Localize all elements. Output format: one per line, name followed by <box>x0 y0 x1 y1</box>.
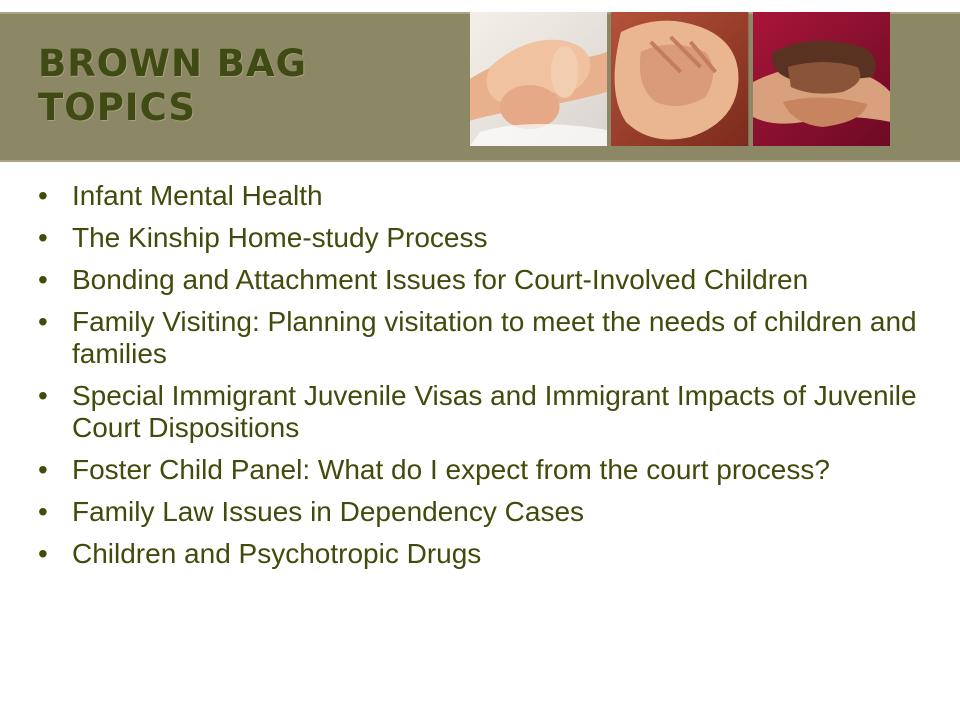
bullet-text: Infant Mental Health <box>72 180 323 211</box>
bullet-icon: • <box>38 380 48 411</box>
stacked-hands-image <box>753 12 890 146</box>
list-item <box>38 222 918 254</box>
bullet-icon: • <box>38 496 48 527</box>
bullet-text: Special Immigrant Juvenile Visas and Immigrant Impacts of Juvenile Court Dispositions <box>72 380 917 443</box>
bullet-text: Bonding and Attachment Issues for Court-Involved Children <box>72 264 809 295</box>
list-item <box>38 380 918 444</box>
list-item <box>38 454 918 486</box>
bullet-text: Foster Child Panel: What do I expect from the court process? <box>72 454 830 485</box>
list-item <box>38 264 918 296</box>
slide-title <box>38 42 307 130</box>
list-item <box>38 306 918 370</box>
bullet-text: The Kinship Home-study Process <box>72 222 488 253</box>
top-margin <box>0 0 960 12</box>
list-item <box>38 496 918 528</box>
bullet-text: Family Visiting: Planning visitation to meet the needs of children and families <box>72 306 917 369</box>
bullet-icon: • <box>38 454 48 485</box>
title-line-2: TOPICS <box>38 86 197 129</box>
photo-strip <box>470 12 890 146</box>
bullet-icon: • <box>38 222 48 253</box>
list-item <box>38 538 918 570</box>
title-line-1: BROWN BAG <box>38 42 308 85</box>
bullet-icon: • <box>38 306 48 337</box>
bullet-icon: • <box>38 264 48 295</box>
bullet-text: Family Law Issues in Dependency Cases <box>72 496 585 527</box>
bullet-text: Children and Psychotropic Drugs <box>72 538 482 569</box>
bullet-icon: • <box>38 538 48 569</box>
bullet-icon: • <box>38 180 48 211</box>
list-item <box>38 180 918 212</box>
baby-hand-grasping-finger-image <box>470 12 607 146</box>
bullet-list <box>38 180 918 580</box>
clasped-hands-image <box>611 12 748 146</box>
